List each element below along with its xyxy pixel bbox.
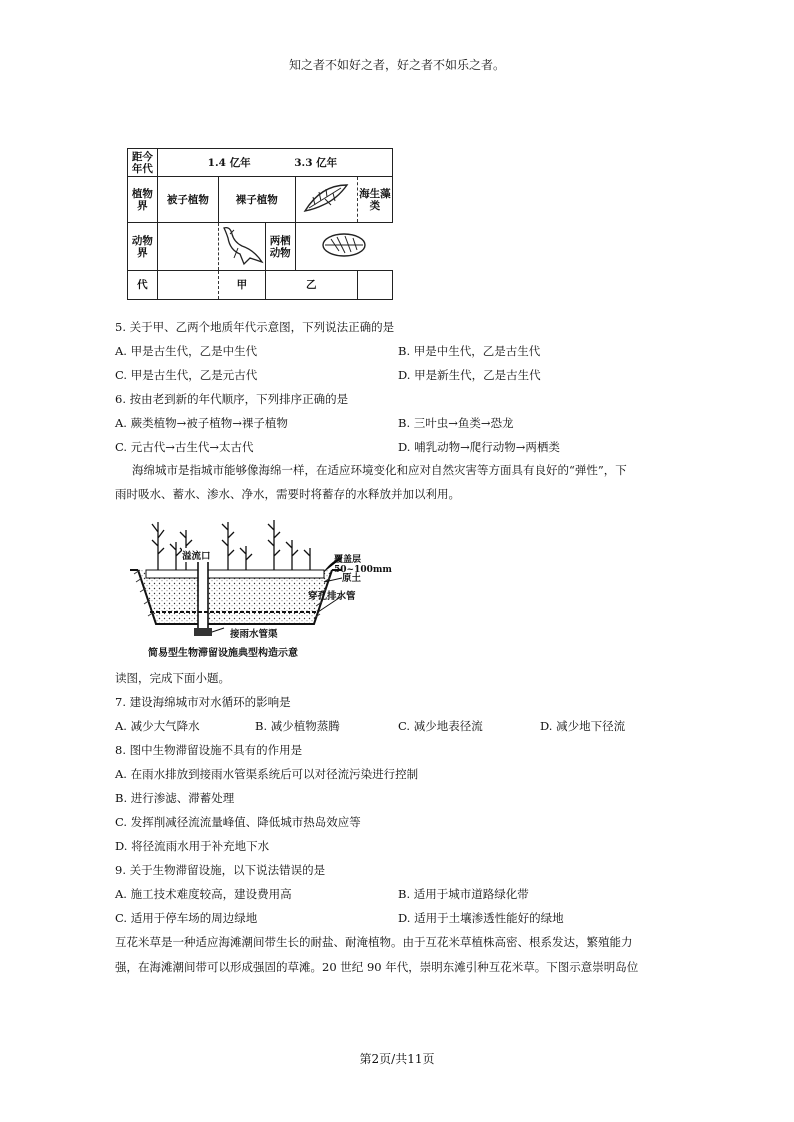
row-label-plants: 植物界 xyxy=(128,177,158,223)
sponge-intro-line1: 海绵城市是指城市能够像海绵一样，在适应环境变化和应对自然灾害等方面具有良好的“弹性”，下 xyxy=(132,463,627,477)
plant-angiosperm: 被子植物 xyxy=(157,177,218,223)
geologic-era-table xyxy=(127,148,393,300)
fern-fossil-icon xyxy=(295,177,357,223)
q7-option-b: B. 减少植物蒸腾 xyxy=(255,719,340,733)
q7-option-c: C. 减少地表径流 xyxy=(398,719,483,733)
q7-option-d: D. 减少地下径流 xyxy=(540,719,626,733)
q6-option-d: D. 哺乳动物→爬行动物→两栖类 xyxy=(398,440,560,454)
q9-stem: 9. 关于生物滞留设施，以下说法错误的是 xyxy=(115,863,326,877)
q8-stem: 8. 图中生物滞留设施不具有的作用是 xyxy=(115,743,303,757)
era-yi: 乙 xyxy=(265,271,357,300)
q6-option-c: C. 元古代→古生代→太古代 xyxy=(115,440,254,454)
row-label-age: 距今年代 xyxy=(128,149,158,177)
q5-option-a: A. 甲是古生代，乙是中生代 xyxy=(115,344,258,358)
label-drain-channel: 接雨水管渠 xyxy=(230,629,278,640)
label-native-soil: 原土 xyxy=(342,573,362,584)
q8-option-b: B. 进行渗滤、滞蓄处理 xyxy=(115,791,235,805)
page-number: 第2页/共11页 xyxy=(359,1052,435,1066)
q7-stem: 7. 建设海绵城市对水循环的影响是 xyxy=(115,695,291,709)
diagram-caption: 简易型生物滞留设施典型构造示意 xyxy=(148,648,298,659)
spartina-intro-line2: 强，在海滩潮间带可以形成强固的草滩。20 世纪 90 年代，崇明东滩引种互花米草。下图示意崇明岛位 xyxy=(115,960,639,974)
q5-option-b: B. 甲是中生代，乙是古生代 xyxy=(398,344,541,358)
year-3-3: 3.3 亿年 xyxy=(294,156,338,169)
q9-option-c: C. 适用于停车场的周边绿地 xyxy=(115,911,258,925)
q5-option-d: D. 甲是新生代，乙是古生代 xyxy=(398,368,541,382)
q5-option-c: C. 甲是古生代，乙是元古代 xyxy=(115,368,258,382)
q8-option-a: A. 在雨水排放到接雨水管渠系统后可以对径流污染进行控制 xyxy=(115,767,419,781)
read-prompt: 读图，完成下面小题。 xyxy=(115,671,230,685)
q8-option-d: D. 将径流雨水用于补充地下水 xyxy=(115,839,270,853)
label-perforated-pipe: 穿孔排水管 xyxy=(308,591,356,602)
sponge-intro-line2: 雨时吸水、蓄水、渗水、净水，需要时将蓄存的水释放并加以利用。 xyxy=(115,487,460,501)
q9-option-d: D. 适用于土壤渗透性能好的绿地 xyxy=(398,911,564,925)
q6-option-b: B. 三叶虫→鱼类→恐龙 xyxy=(398,416,514,430)
plant-gymnosperm: 裸子植物 xyxy=(219,177,296,223)
q5-stem: 5. 关于甲、乙两个地质年代示意图，下列说法正确的是 xyxy=(115,320,395,334)
q8-option-c: C. 发挥削减径流流量峰值、降低城市热岛效应等 xyxy=(115,815,361,829)
label-cover-layer: 覆盖层 50~100mm xyxy=(334,555,392,575)
plant-algae: 海生藻类 xyxy=(357,177,392,223)
q6-option-a: A. 蕨类植物→被子植物→裸子植物 xyxy=(115,416,288,430)
q7-option-a: A. 减少大气降水 xyxy=(115,719,200,733)
q9-option-a: A. 施工技术难度较高，建设费用高 xyxy=(115,887,292,901)
page-header-motto: 知之者不如好之者，好之者不如乐之者。 xyxy=(288,58,505,72)
row-label-era: 代 xyxy=(128,271,158,300)
label-overflow: 溢流口 xyxy=(182,548,211,562)
row-label-animals: 动物界 xyxy=(128,223,158,271)
trilobite-fossil-icon xyxy=(295,223,392,271)
q9-option-b: B. 适用于城市道路绿化带 xyxy=(398,887,529,901)
dinosaur-fossil-icon xyxy=(219,223,266,271)
era-jia: 甲 xyxy=(219,271,266,300)
bioretention-diagram xyxy=(128,512,392,662)
year-1-4: 1.4 亿年 xyxy=(207,156,251,169)
q6-stem: 6. 按由老到新的年代顺序，下列排序正确的是 xyxy=(115,392,349,406)
animal-amphibian: 两栖动物 xyxy=(265,223,295,271)
spartina-intro-line1: 互花米草是一种适应海滩潮间带生长的耐盐、耐淹植物。由于互花米草植株高密、根系发达，繁殖能力 xyxy=(115,935,633,949)
